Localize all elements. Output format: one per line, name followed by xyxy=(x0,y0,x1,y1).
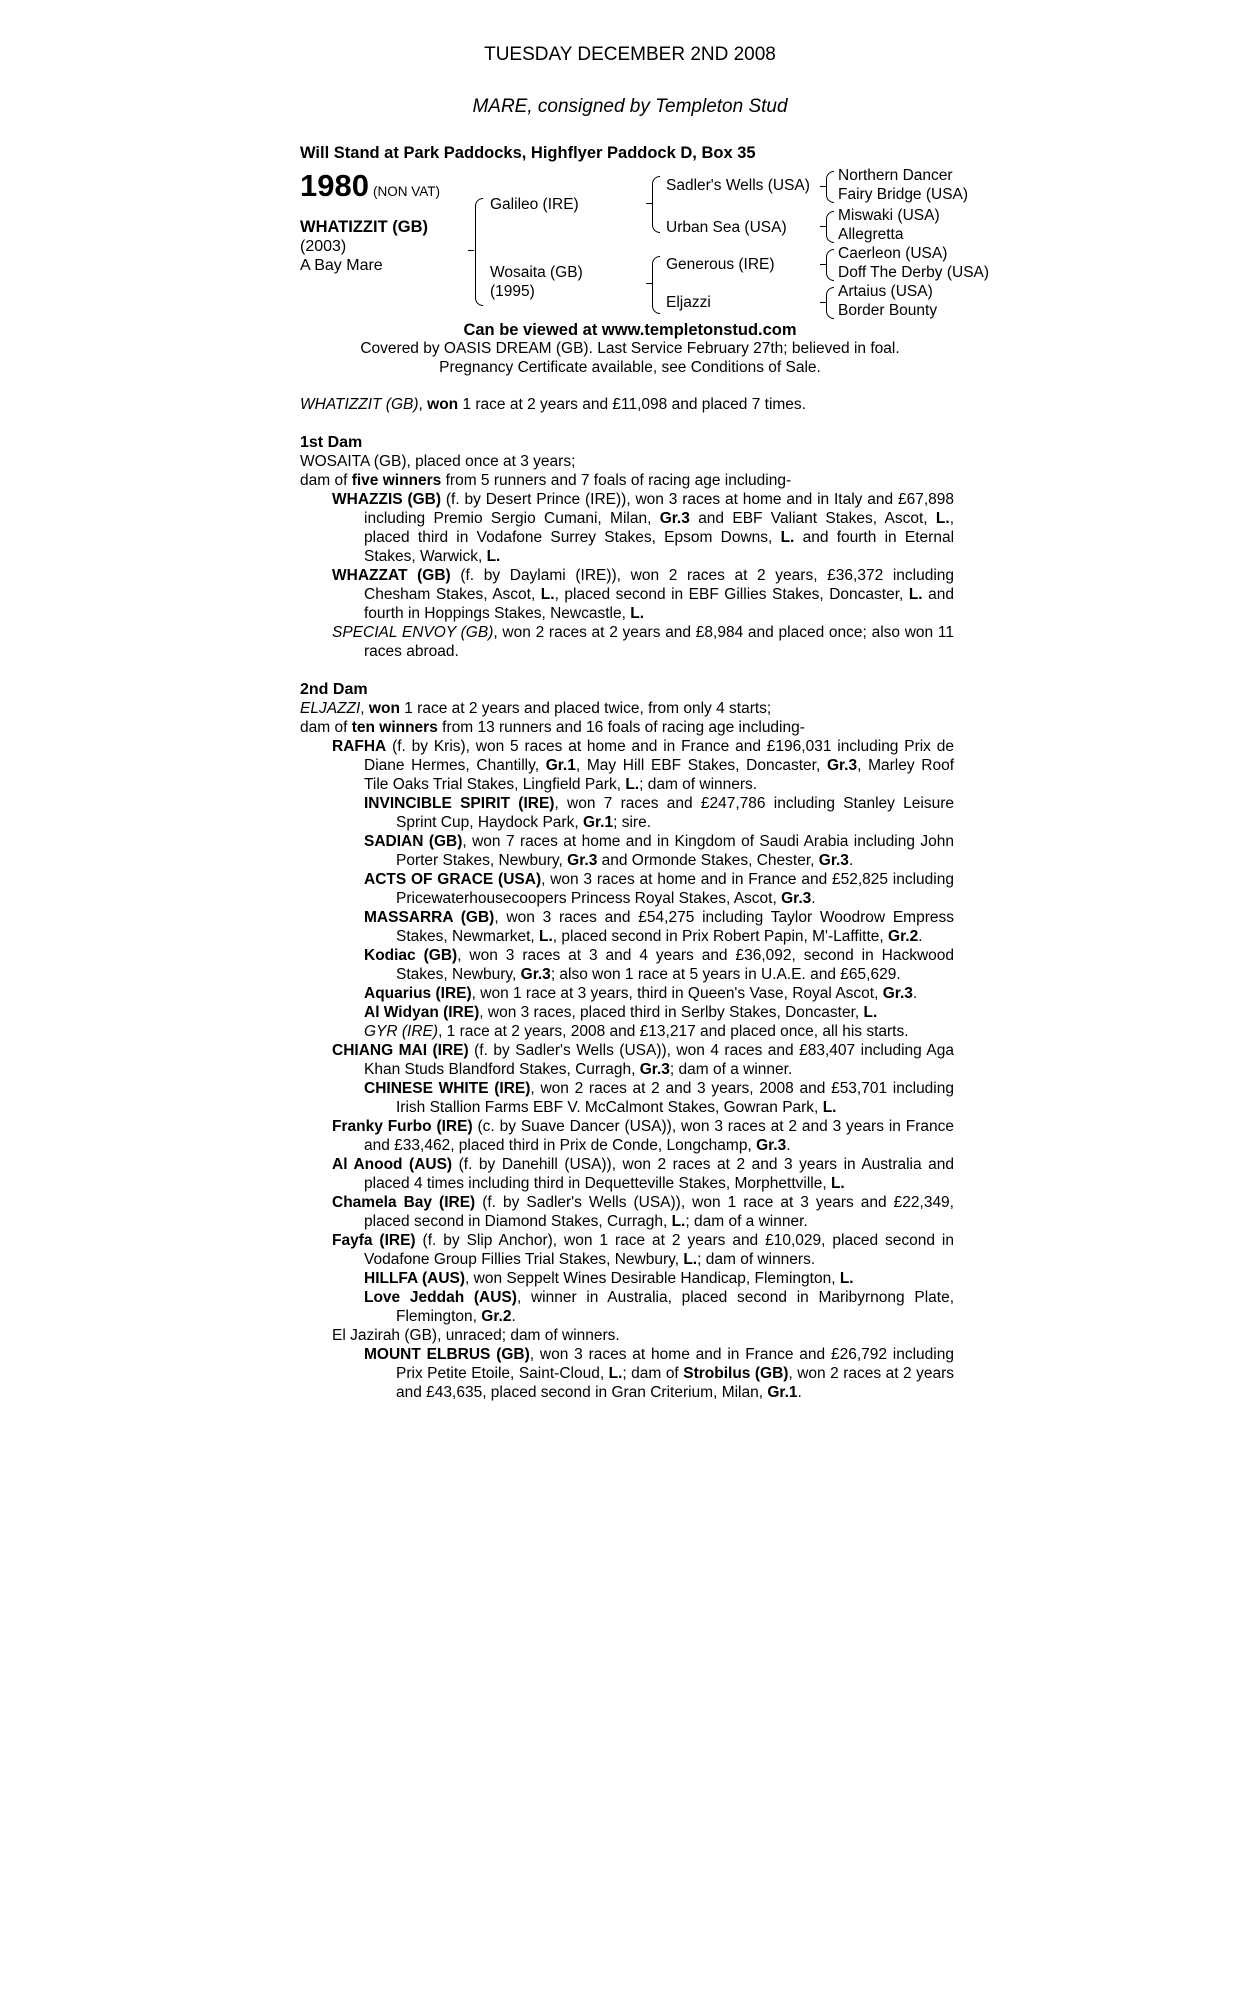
pedigree-brace xyxy=(826,211,834,243)
pedigree-notes xyxy=(300,395,954,1402)
entry-fayfa: Fayfa (IRE) (f. by Slip Anchor), won 1 race at 2 years and £10,029, placed second in Vodafone Group Fillies Trial Stakes, Newbury, L.; dam of winners. xyxy=(332,1232,954,1268)
entry-rafha: RAFHA (f. by Kris), won 5 races at home and in France and £196,031 including Prix de Diane Hermes, Chantilly, Gr.1, May Hill EBF Stakes, Doncaster, Gr.3, Marley Roof Tile Oaks Trial Stakes, Lingfield Park, L.; dam of winners. xyxy=(332,738,955,793)
pedigree-dd-sire: Artaius (USA) xyxy=(838,283,933,300)
pedigree-dam-dam: Eljazzi xyxy=(666,294,711,311)
horse-name: WHATIZZIT (GB) xyxy=(300,218,428,236)
pedigree-brace-tick xyxy=(468,250,474,251)
pedigree-dam-year: (1995) xyxy=(490,283,535,300)
pedigree-ss-dam: Fairy Bridge (USA) xyxy=(838,186,969,203)
pedigree-brace xyxy=(826,171,834,203)
pedigree-sire-sire: Sadler's Wells (USA) xyxy=(666,177,810,194)
lot-number: 1980 xyxy=(300,168,369,203)
horse-year: (2003) xyxy=(300,238,347,255)
second-dam-produce: dam of ten winners from 13 runners and 16 foals of racing age including- xyxy=(300,719,805,736)
entry-acts-of-grace: ACTS OF GRACE (USA), won 3 races at home and in France and £52,825 including Pricewaterhousecoopers Princess Royal Stakes, Ascot, Gr.3. xyxy=(364,871,954,907)
pedigree-brace-tick xyxy=(646,283,652,284)
second-dam-line: ELJAZZI, won 1 race at 2 years and placed twice, from only 4 starts; xyxy=(300,700,772,717)
entry-al-anood: Al Anood (AUS) (f. by Danehill (USA)), won 2 races at 2 and 3 years in Australia and placed 4 times including third in Dequetteville Stakes, Morphettville, L. xyxy=(332,1156,955,1192)
pedigree-brace-tick xyxy=(820,226,826,227)
pedigree-brace xyxy=(826,249,834,281)
pedigree-brace xyxy=(652,256,660,314)
entry-hillfa: HILLFA (AUS), won Seppelt Wines Desirable Handicap, Flemington, L. xyxy=(364,1270,854,1287)
entry-whazzis: WHAZZIS (GB) (f. by Desert Prince (IRE)), won 3 races at home and in Italy and £67,898 including Premio Sergio Cumani, Milan, Gr.3 and EBF Valiant Stakes, Ascot, L., placed third in Vodafone Surrey Stakes, Epsom Downs, L. and fourth in Eternal Stakes, Warwick, L. xyxy=(332,491,955,565)
pedigree-brace-tick xyxy=(820,302,826,303)
race-record: WHATIZZIT (GB), won 1 race at 2 years and £11,098 and placed 7 times. xyxy=(300,396,806,413)
entry-invincible-spirit: INVINCIBLE SPIRIT (IRE), won 7 races and £247,786 including Stanley Leisure Sprint Cup, Haydock Park, Gr.1; sire. xyxy=(364,795,954,831)
first-dam-line: WOSAITA (GB), placed once at 3 years; xyxy=(300,453,576,470)
pedigree-brace xyxy=(826,287,834,319)
pedigree-brace-tick xyxy=(646,203,652,204)
pedigree-brace xyxy=(475,198,483,306)
pregnancy-line: Pregnancy Certificate available, see Conditions of Sale. xyxy=(439,359,821,376)
lot-header xyxy=(300,168,440,204)
first-dam-heading: 1st Dam xyxy=(300,434,363,451)
entry-special-envoy: SPECIAL ENVOY (GB), won 2 races at 2 years and £8,984 and placed once; also won 11 races abroad. xyxy=(332,624,954,660)
horse-description: A Bay Mare xyxy=(300,257,383,274)
entry-gyr: GYR (IRE), 1 race at 2 years, 2008 and £13,217 and placed once, all his starts. xyxy=(364,1023,909,1040)
vat-status: (NON VAT) xyxy=(372,184,440,199)
record-text: 1 race at 2 years and £11,098 and placed 7 times. xyxy=(462,396,806,413)
record-horse-name: WHATIZZIT (GB) xyxy=(300,396,419,413)
entry-sadian: SADIAN (GB), won 7 races at home and in Kingdom of Saudi Arabia including John Porter Stakes, Newbury, Gr.3 and Ormonde Stakes, Chester, Gr.3. xyxy=(364,833,954,869)
pedigree-dam: Wosaita (GB) xyxy=(490,264,583,281)
entry-el-jazirah: El Jazirah (GB), unraced; dam of winners. xyxy=(332,1327,620,1344)
entry-massarra: MASSARRA (GB), won 3 races and £54,275 including Taylor Woodrow Empress Stakes, Newmarket, L., placed second in Prix Robert Papin, M'-Laffitte, Gr.2. xyxy=(364,909,954,945)
consignment-line: MARE, consigned by Templeton Stud xyxy=(472,96,788,117)
pedigree-sd-sire: Miswaki (USA) xyxy=(838,207,940,224)
pedigree-sire: Galileo (IRE) xyxy=(490,196,579,213)
entry-franky-furbo: Franky Furbo (IRE) (c. by Suave Dancer (USA)), won 3 races at 2 and 3 years in France and £33,462, placed third in Prix de Conde, Longchamp, Gr.3. xyxy=(332,1118,954,1154)
entry-kodiac: Kodiac (GB), won 3 races at 3 and 4 years and £36,092, second in Hackwood Stakes, Newbury, Gr.3; also won 1 race at 5 years in U.A.E. and £65,629. xyxy=(364,947,954,983)
horse-info xyxy=(300,218,428,275)
pedigree-dam-sire: Generous (IRE) xyxy=(666,256,775,273)
sale-date: TUESDAY DECEMBER 2ND 2008 xyxy=(484,44,776,65)
pedigree-ds-sire: Caerleon (USA) xyxy=(838,245,948,262)
pedigree-sire-dam: Urban Sea (USA) xyxy=(666,219,787,236)
pedigree-brace xyxy=(652,176,660,233)
entry-love-jeddah: Love Jeddah (AUS), winner in Australia, placed second in Maribyrnong Plate, Flemington, Gr.2. xyxy=(364,1289,954,1325)
pedigree-brace-tick xyxy=(820,264,826,265)
entry-mount-elbrus: MOUNT ELBRUS (GB), won 3 races at home and in France and £26,792 including Prix Petite Etoile, Saint-Cloud, L.; dam of Strobilus (GB), won 2 races at 2 years and £43,635, placed second in Gran Criterium, Milan, Gr.1. xyxy=(364,1346,955,1401)
pedigree-sd-dam: Allegretta xyxy=(838,226,904,243)
second-dam-heading: 2nd Dam xyxy=(300,681,368,698)
covering-line: Covered by OASIS DREAM (GB). Last Service February 27th; believed in foal. xyxy=(360,340,900,357)
pedigree-ss-sire: Northern Dancer xyxy=(838,167,953,184)
entry-chamela-bay: Chamela Bay (IRE) (f. by Sadler's Wells (USA)), won 1 race at 3 years and £22,349, placed second in Diamond Stakes, Curragh, L.; dam of a winner. xyxy=(332,1194,954,1230)
entry-al-widyan: Al Widyan (IRE), won 3 races, placed third in Serlby Stakes, Doncaster, L. xyxy=(364,1004,878,1021)
entry-whazzat: WHAZZAT (GB) (f. by Daylami (IRE)), won 2 races at 2 years, £36,372 including Chesham Stakes, Ascot, L., placed second in EBF Gillies Stakes, Doncaster, L. and fourth in Hoppings Stakes, Newcastle, L. xyxy=(332,567,955,622)
viewing-notice: Can be viewed at www.templetonstud.com xyxy=(463,321,797,339)
entry-chinese-white: CHINESE WHITE (IRE), won 2 races at 2 and 3 years, 2008 and £53,701 including Irish Stallion Farms EBF V. McCalmont Stakes, Gowran Park, L. xyxy=(364,1080,954,1116)
record-won: won xyxy=(427,396,459,413)
pedigree-brace-tick xyxy=(820,186,826,187)
stand-location: Will Stand at Park Paddocks, Highflyer Paddock D, Box 35 xyxy=(300,144,756,162)
entry-aquarius: Aquarius (IRE), won 1 race at 3 years, third in Queen's Vase, Royal Ascot, Gr.3. xyxy=(364,985,918,1002)
pedigree-dd-dam: Border Bounty xyxy=(838,302,938,319)
first-dam-produce: dam of five winners from 5 runners and 7 foals of racing age including- xyxy=(300,472,792,489)
pedigree-ds-dam: Doff The Derby (USA) xyxy=(838,264,990,281)
entry-chiang-mai: CHIANG MAI (IRE) (f. by Sadler's Wells (USA)), won 4 races and £83,407 including Aga Khan Studs Blandford Stakes, Curragh, Gr.3; dam of a winner. xyxy=(332,1042,954,1078)
covering-notice xyxy=(300,339,960,377)
